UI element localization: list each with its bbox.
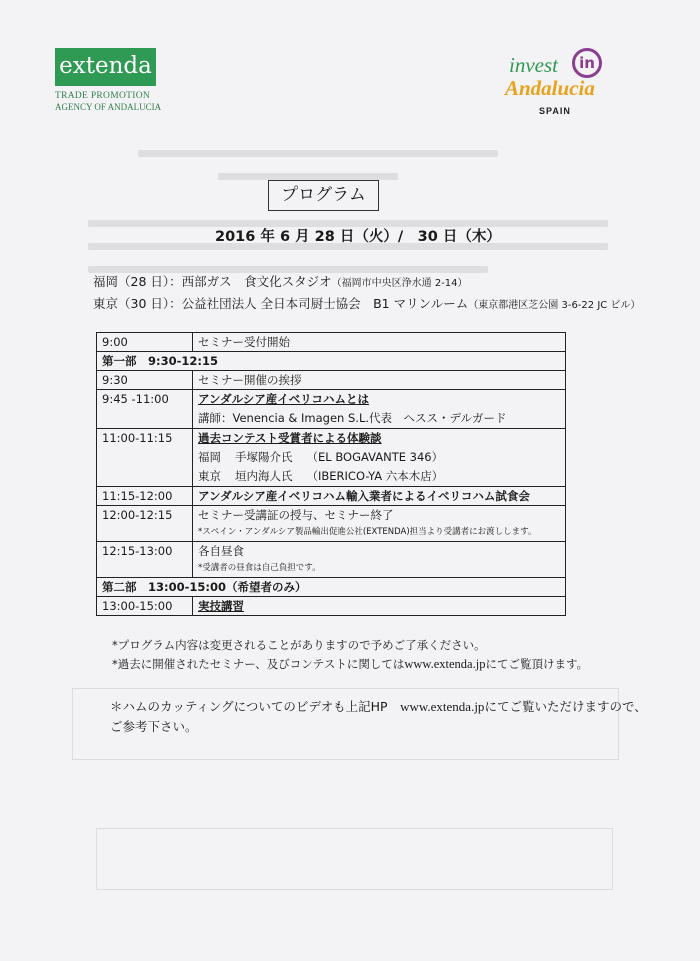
venue-fukuoka: [93, 272, 468, 290]
speaker-fukuoka: [198, 448, 560, 467]
schedule-time: 11:15-12:00: [97, 487, 193, 506]
extenda-link[interactable]: www.extenda.jp: [404, 657, 486, 671]
schedule-item-title: アンダルシア産イベリコハムとは: [198, 392, 370, 406]
schedule-item-note: *スペイン・アンダルシア製品輸出促進公社(EXTENDA)担当より受講者にお渡しします。: [198, 527, 537, 537]
bleed-box-2: [96, 828, 613, 890]
extenda-link[interactable]: www.extenda.jp: [400, 699, 485, 714]
speaker-city: 福岡: [198, 450, 221, 464]
extenda-logo-line2: AGENCY OF ANDALUCIA: [55, 102, 162, 112]
bleed-through: [88, 150, 608, 289]
note-text: *過去に開催されたセミナー、及びコンテストに関しては: [112, 657, 405, 671]
invest-logo-in-circle: in: [572, 48, 602, 78]
schedule-time: 9:00: [97, 333, 193, 352]
schedule-time: 11:00-11:15: [102, 431, 173, 445]
schedule-row: [97, 542, 566, 578]
invest-logo-word: invest: [509, 53, 558, 77]
venue-tokyo-text: 東京（30 日）：公益社団法人 全日本司厨士協会 B1 マリンルーム: [93, 296, 469, 311]
ham-video-note-line2: ご参考下さい。: [110, 719, 198, 734]
schedule-item-title: 実技講習: [198, 599, 244, 613]
speaker-name: 手塚陽介氏: [235, 450, 293, 464]
schedule-time: 9:30: [97, 371, 193, 390]
section-title: 第一部 9:30-12:15: [97, 352, 566, 371]
page-title: プログラム: [268, 180, 379, 211]
invest-in-andalucia-logo: [505, 45, 610, 125]
note-text: にてご覧頂けます。: [485, 657, 589, 671]
speaker-name: 垣内海人氏: [235, 469, 293, 483]
schedule-row: [97, 487, 566, 506]
schedule-row: [97, 506, 566, 542]
schedule-table: [96, 332, 566, 616]
schedule-item: セミナー受付開始: [193, 333, 566, 352]
schedule-time: 12:00-12:15: [102, 508, 173, 522]
venue-tokyo: [93, 294, 640, 312]
schedule-item: セミナー受講証の授与、セミナー終了: [198, 508, 394, 522]
schedule-item: セミナー開催の挨拶: [193, 371, 566, 390]
schedule-item-title: 過去コンテスト受賞者による体験談: [198, 431, 382, 445]
extenda-logo-mark: extenda: [55, 48, 156, 86]
ham-video-note: [110, 697, 647, 715]
speaker-city: 東京: [198, 469, 221, 483]
venue-fukuoka-address: （福岡市中央区浄水通 2-14）: [331, 278, 468, 289]
schedule-item-detail: 講師：Venencia & Imagen S.L.代表 ヘスス・デルガード: [198, 411, 507, 425]
extenda-logo-line1: TRADE PROMOTION: [55, 91, 151, 101]
note-program-change: *プログラム内容は変更されることがありますので予めご了承ください。: [112, 638, 486, 652]
schedule-item: 各自昼食: [198, 544, 244, 558]
section-header-part1: [97, 352, 566, 371]
ham-note-text: ＊ハムのカッティングについてのビデオも上記HP: [110, 699, 401, 714]
schedule-time: 9:45 -11:00: [102, 392, 169, 406]
schedule-row: [97, 390, 566, 429]
schedule-time: 12:15-13:00: [102, 544, 173, 558]
schedule-row: [97, 429, 566, 487]
section-header-part2: [97, 578, 566, 597]
invest-logo-andalucia: Andalucia: [505, 76, 595, 100]
speaker-shop: （EL BOGAVANTE 346）: [306, 450, 444, 464]
schedule-row: [97, 371, 566, 390]
ham-note-text: にてご覧いただけますので、: [484, 699, 647, 714]
schedule-item: アンダルシア産イベリコハム輸入業者によるイベリコハム試食会: [193, 487, 566, 506]
speaker-tokyo: [198, 467, 560, 486]
schedule-row: [97, 597, 566, 616]
note-past-seminars: [112, 656, 588, 672]
venue-tokyo-address: （東京都港区芝公園 3-6-22 JC ビル）: [468, 300, 641, 311]
venue-fukuoka-text: 福岡（28 日）：西部ガス 食文化スタジオ: [93, 274, 332, 289]
schedule-time: 13:00-15:00: [97, 597, 193, 616]
extenda-logo: [55, 48, 161, 112]
schedule-row: [97, 333, 566, 352]
section-title: 第二部 13:00-15:00（希望者のみ）: [97, 578, 566, 597]
speaker-shop: （IBERICO-YA 六本木店）: [306, 469, 444, 483]
schedule-item-note: *受講者の昼食は自己負担です。: [198, 563, 321, 573]
invest-logo-spain: SPAIN: [539, 106, 571, 116]
event-date: 2016 年 6 月 28 日（火）/ 30 日（木）: [215, 229, 501, 245]
